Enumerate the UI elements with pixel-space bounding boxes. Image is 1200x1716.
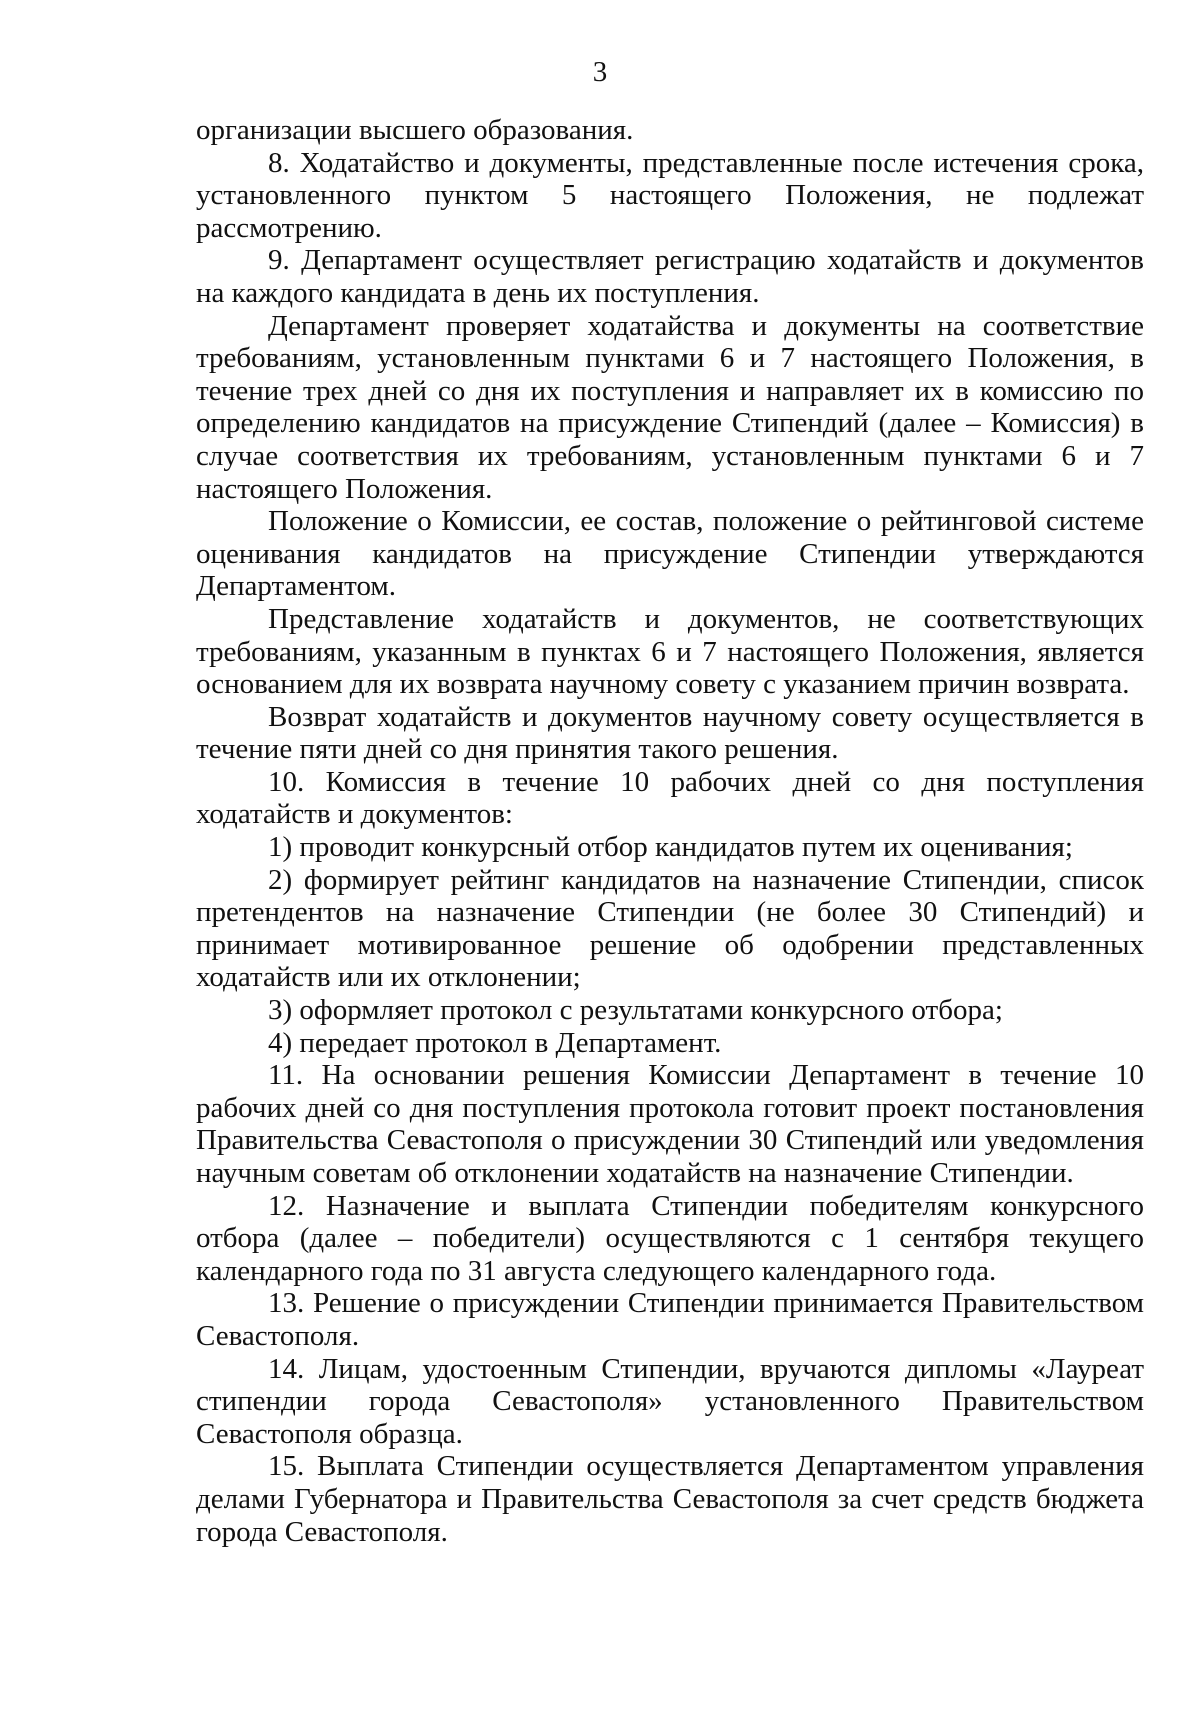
paragraph: Департамент проверяет ходатайства и документы на соответствие требованиям, установленным пунктами 6 и 7 настоящего Положения, в течение трех дней со дня их поступления и направляет их в комиссию по определению кандидатов на присуждение Стипендий (далее – Комиссия) в случае соответствия их требованиям, установленным пунктами 6 и 7 настоящего Положения. — [196, 309, 1144, 505]
paragraph: 3) оформляет протокол с результатами конкурсного отбора; — [268, 994, 1003, 1027]
paragraph: 2) формирует рейтинг кандидатов на назначение Стипендии, список претендентов на назначение Стипендии (не более 30 Стипендий) и принимает мотивированное решение об одобрении представленных ходатайств или их отклонении; — [196, 863, 1144, 994]
paragraph: 10. Комиссия в течение 10 рабочих дней со дня поступления ходатайств и документов: — [196, 765, 1144, 831]
paragraph: Представление ходатайств и документов, не соответствующих требованиям, указанным в пунктах 6 и 7 настоящего Положения, является основанием для их возврата научному совету с указанием причин возврата. — [196, 602, 1144, 701]
paragraph: 11. На основании решения Комиссии Департамент в течение 10 рабочих дней со дня поступления протокола готовит проект постановления Правительства Севастополя о присуждении 30 Стипендий или уведомления научным советам об отклонении ходатайств на назначение Стипендии. — [196, 1059, 1144, 1189]
document-body — [196, 114, 1144, 1548]
paragraph: 14. Лицам, удостоенным Стипендии, вручаются дипломы «Лауреат стипендии города Севастополя» установленного Правительством Севастополя образца. — [196, 1352, 1144, 1450]
paragraph-continuation: организации высшего образования. — [196, 114, 634, 146]
paragraph: 12. Назначение и выплата Стипендии победителям конкурсного отбора (далее – победители) осуществляются с 1 сентября текущего календарного года по 31 августа следующего календарного года. — [196, 1189, 1144, 1287]
paragraph: 9. Департамент осуществляет регистрацию ходатайств и документов на каждого кандидата в день их поступления. — [196, 244, 1144, 309]
paragraph: Возврат ходатайств и документов научному совету осуществляется в течение пяти дней со дня принятия такого решения. — [196, 700, 1144, 766]
paragraph: 15. Выплата Стипендии осуществляется Департаментом управления делами Губернатора и Правительства Севастополя за счет средств бюджета города Севастополя. — [196, 1450, 1144, 1548]
paragraph: 1) проводит конкурсный отбор кандидатов путем их оценивания; — [268, 831, 1073, 864]
paragraph: Положение о Комиссии, ее состав, положение о рейтинговой системе оценивания кандидатов на присуждение Стипендии утверждаются Департаментом. — [196, 505, 1144, 603]
paragraph: 8. Ходатайство и документы, представленные после истечения срока, установленного пунктом 5 настоящего Положения, не подлежат рассмотрению. — [196, 146, 1144, 244]
paragraph: 4) передает протокол в Департамент. — [268, 1026, 722, 1059]
paragraph: 13. Решение о присуждении Стипендии принимается Правительством Севастополя. — [196, 1287, 1144, 1352]
page-number: 3 — [592, 56, 608, 88]
